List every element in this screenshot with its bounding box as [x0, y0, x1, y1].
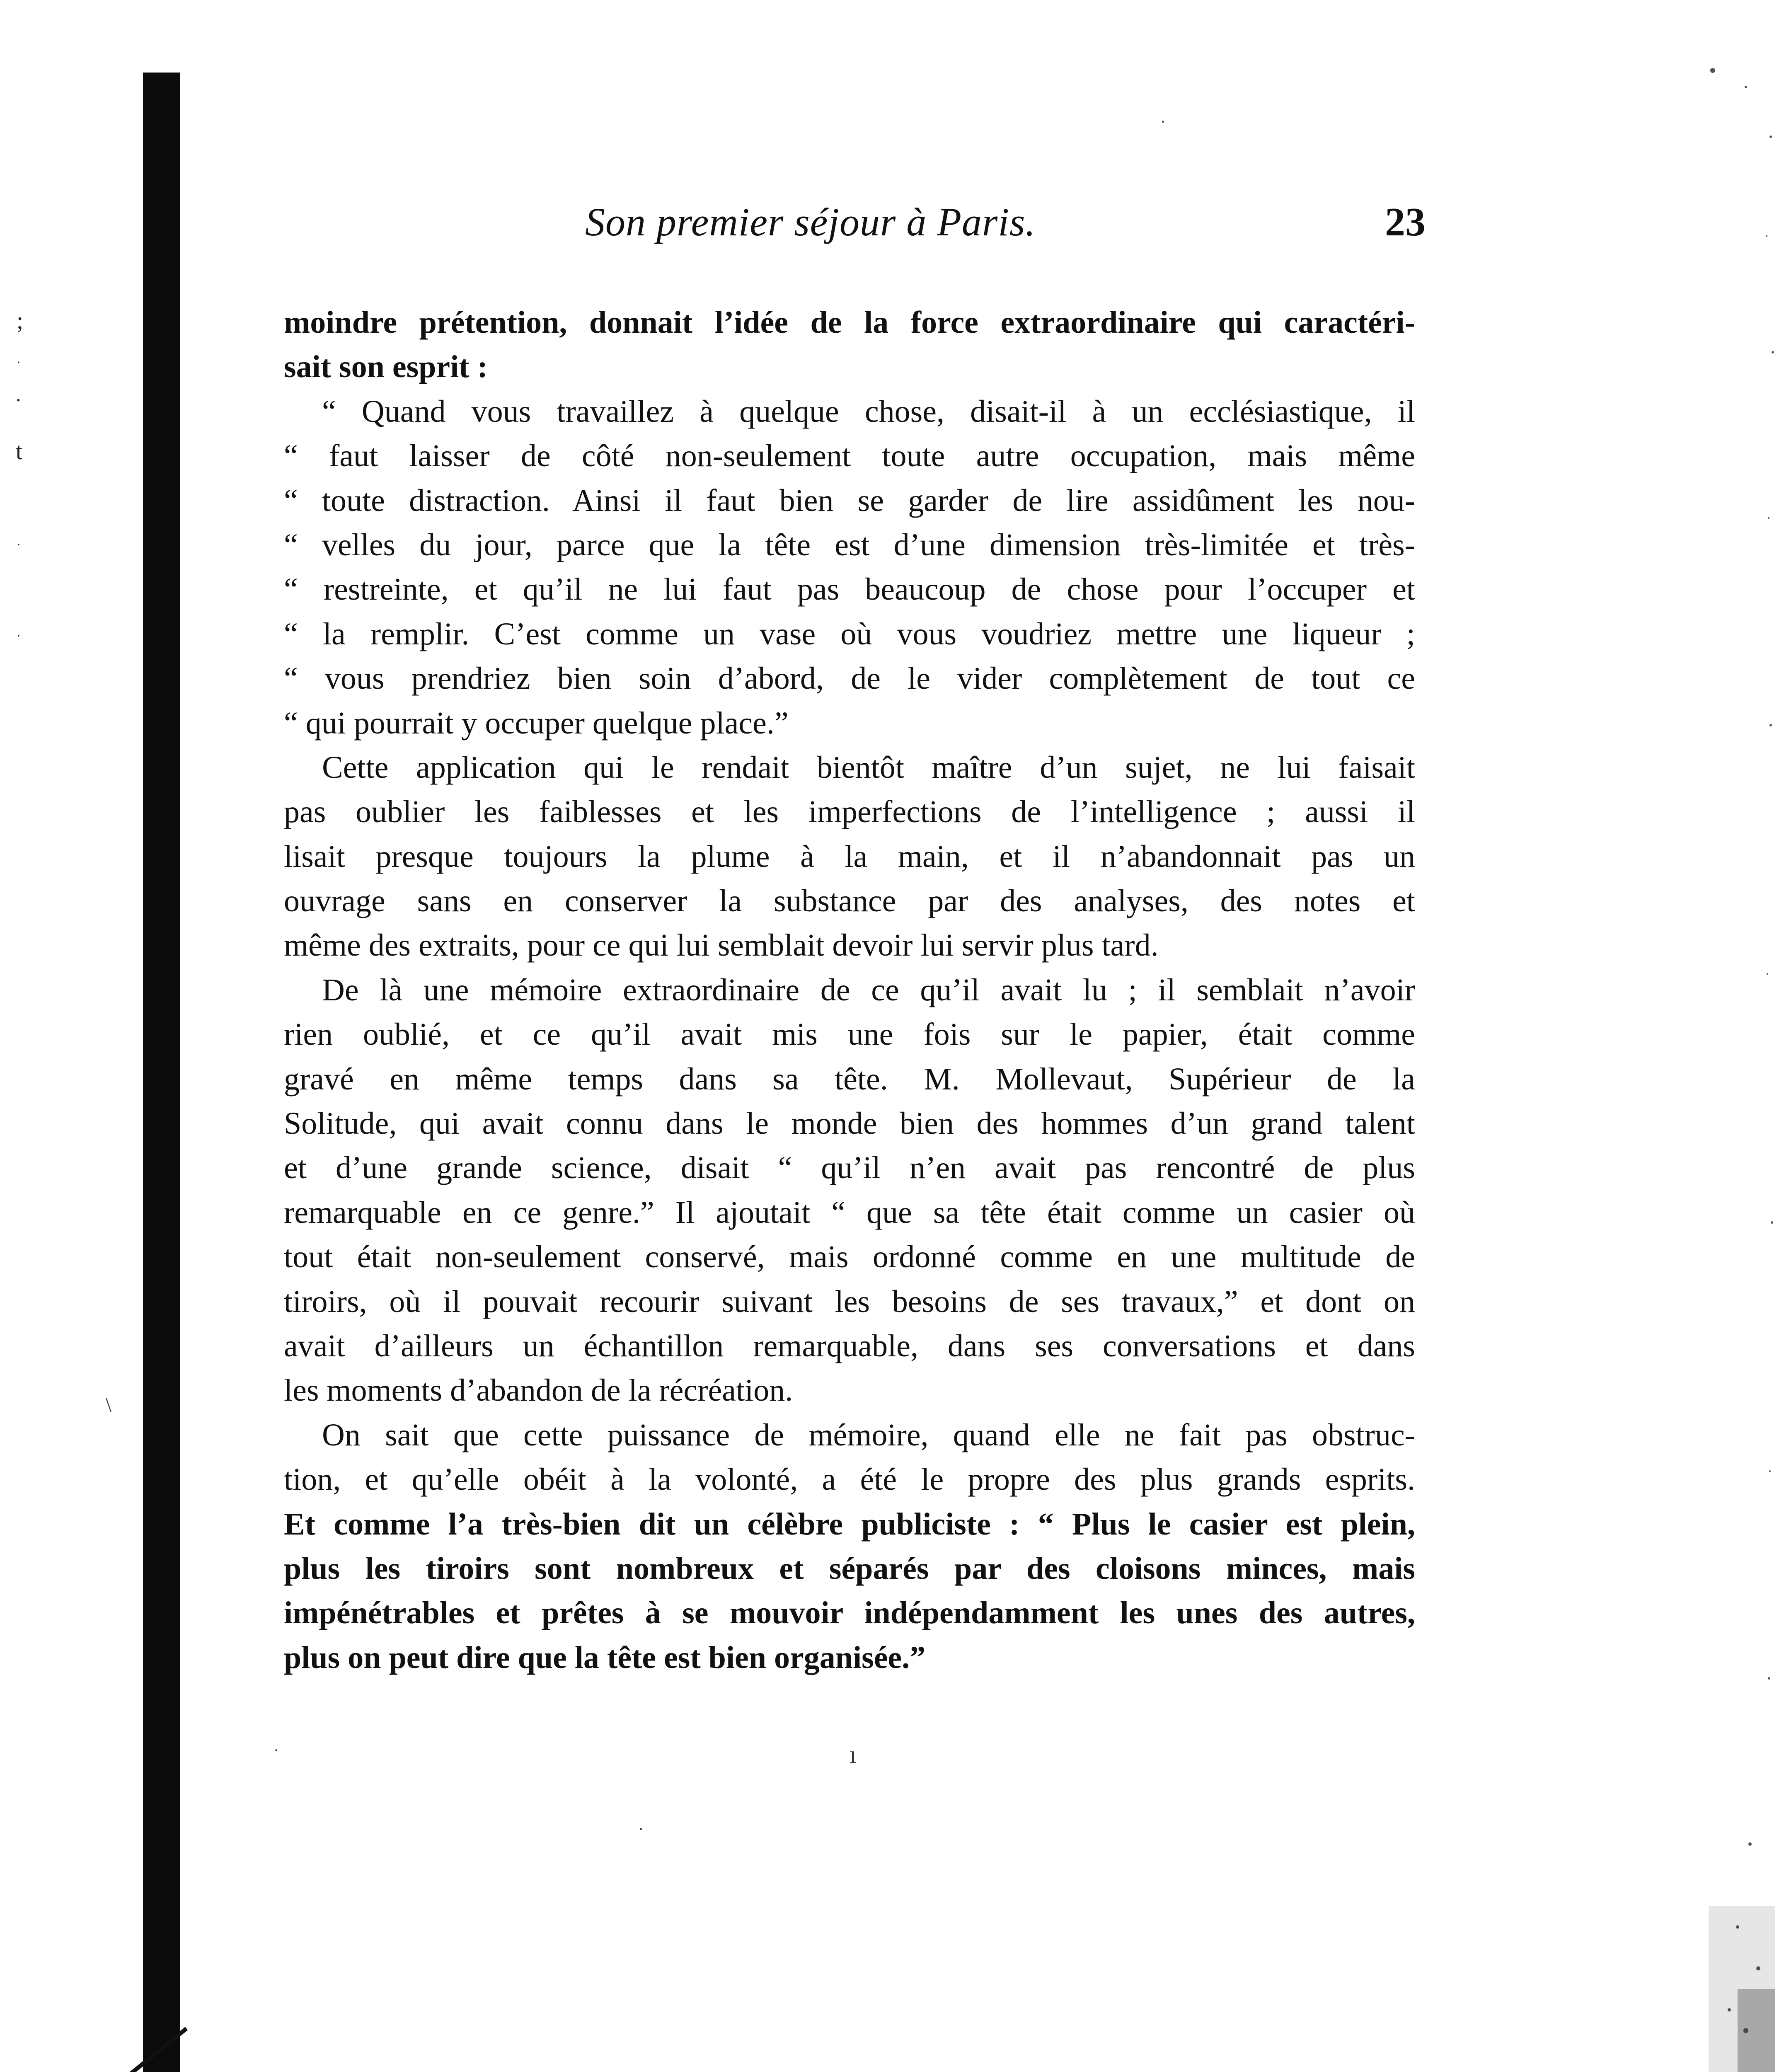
text-line: “ qui pourrait y occuper quelque place.”: [284, 705, 789, 741]
text-line: Et comme l’a très-bien dit un célèbre publiciste : “ Plus le casier est plein,: [284, 1506, 1415, 1542]
running-title: Son premier séjour à Paris.: [585, 200, 1036, 244]
paragraph: [284, 968, 1415, 1413]
margin-dot: ·: [15, 388, 22, 411]
text-line: ouvrage sans en conserver la substance par des analyses, des notes et: [284, 884, 1415, 919]
text-line: “ Quand vous travaillez à quelque chose, disait-il à un ecclésiastique, il: [322, 394, 1415, 429]
text-line: De là une mémoire extraordinaire de ce qu’il avait lu ; il semblait n’avoir: [322, 972, 1415, 1007]
margin-dot: ·: [17, 538, 21, 552]
text-line: rien oublié, et ce qu’il avait mis une fois sur le papier, était comme: [284, 1017, 1415, 1052]
text-line: plus on peut dire que la tête est bien organisée.”: [284, 1640, 926, 1675]
text-line: Cette application qui le rendait bientôt maître d’un sujet, ne lui faisait: [322, 750, 1415, 785]
text-line: moindre prétention, donnait l’idée de la force extraordinaire qui caractéri-: [284, 305, 1415, 340]
text-line: “ toute distraction. Ainsi il faut bien se garder de lire assidûment les nou-: [284, 483, 1415, 518]
text-line: et d’une grande science, disait “ qu’il n’en avait pas rencontré de plus: [284, 1150, 1415, 1186]
text-line: plus les tiroirs sont nombreux et séparés par des cloisons minces, mais: [284, 1551, 1415, 1586]
binding-edge-mark: [83, 2022, 191, 2072]
stray-mark: ı: [850, 1741, 857, 1768]
text-line: lisait presque toujours la plume à la main, et il n’abandonnait pas un: [284, 839, 1415, 874]
text-line: même des extraits, pour ce qui lui semblait devoir lui servir plus tard.: [284, 928, 1159, 963]
text-line: “ velles du jour, parce que la tête est d’une dimension très-limitée et très-: [284, 527, 1415, 562]
paragraph-quote: [284, 390, 1415, 746]
margin-dot: ·: [17, 629, 21, 643]
text-line: avait d’ailleurs un échantillon remarquable, dans ses conversations et dans: [284, 1328, 1415, 1363]
stray-mark: \: [106, 1393, 111, 1416]
stray-dot: ·: [274, 1741, 279, 1760]
text-line: sait son esprit :: [284, 349, 488, 385]
text-line: tout était non-seulement conservé, mais ordonné comme en une multitude de: [284, 1239, 1415, 1275]
text-line: “ vous prendriez bien soin d’abord, de le vider complètement de tout ce: [284, 661, 1415, 696]
text-line: On sait que cette puissance de mémoire, quand elle ne fait pas obstruc-: [322, 1417, 1415, 1452]
text-line: pas oublier les faiblesses et les imperfections de l’intelligence ; aussi il: [284, 794, 1415, 830]
text-line: impénétrables et prêtes à se mouvoir indépendamment les unes des autres,: [284, 1595, 1415, 1631]
bottom-edge-noise: [46, 2068, 1662, 2072]
paragraph: [284, 746, 1415, 968]
text-line: “ restreinte, et qu’il ne lui faut pas beaucoup de chose pour l’occuper et: [284, 572, 1415, 607]
text-line: tiroirs, où il pouvait recourir suivant les besoins de ses travaux,” et dont on: [284, 1284, 1415, 1319]
running-head: [282, 199, 1426, 257]
text-line: Solitude, qui avait connu dans le monde bien des hommes d’un grand talent: [284, 1106, 1415, 1141]
binding-shadow: [143, 73, 180, 2072]
body-text: [284, 300, 1415, 1680]
margin-mark: ;: [17, 307, 24, 334]
text-line: “ faut laisser de côté non-seulement toute autre occupation, mais même: [284, 438, 1415, 474]
text-line: “ la remplir. C’est comme un vase où vous voudriez mettre une liqueur ;: [284, 616, 1415, 651]
text-line: remarquable en ce genre.” Il ajoutait “ que sa tête était comme un casier où: [284, 1195, 1415, 1230]
stray-dot: ·: [1160, 112, 1166, 131]
margin-dot: ·: [17, 356, 21, 369]
margin-mark: t: [16, 438, 23, 465]
stray-dot: ·: [638, 1820, 644, 1838]
page-number: 23: [1385, 200, 1426, 244]
right-edge-noise: [1646, 62, 1779, 2072]
text-line: tion, et qu’elle obéit à la volonté, a été le propre des plus grands esprits.: [284, 1462, 1415, 1497]
paragraph: [284, 300, 1415, 390]
text-line: les moments d’abandon de la récréation.: [284, 1373, 793, 1408]
text-line: gravé en même temps dans sa tête. M. Mollevaut, Supérieur de la: [284, 1061, 1415, 1097]
paragraph: [284, 1413, 1415, 1680]
